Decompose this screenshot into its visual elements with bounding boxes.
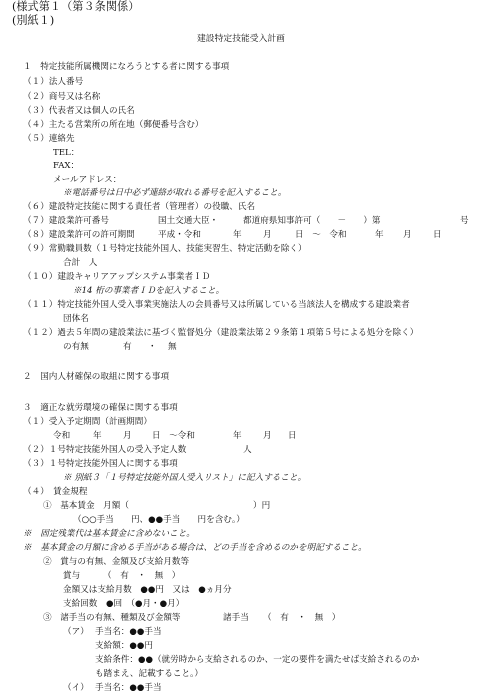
base-wage-detail: （○○手当 円、●●手当 円を含む。） — [73, 515, 245, 525]
allowance-i-mark: （イ） — [63, 683, 89, 693]
acceptance-period-year1: 年 — [93, 431, 102, 441]
note-fixed-overtime: ※ 固定残業代は基本賃金に含めないこと。 — [23, 529, 195, 539]
contact-tel-label: TEL： — [53, 148, 80, 158]
license-period-month1: 月 — [263, 230, 272, 240]
contact-mail-label: メールアドレス： — [53, 175, 122, 185]
section1-heading: １ 特定技能所属機関になろうとする者に関する事項 — [23, 62, 230, 72]
allowance-choice: （ 有 ・ 無 ） — [263, 613, 341, 623]
item-member-number: （１１）特定技能外国人受入事業実施法人の会員番号又は所属している当該法人を構成する建設業者 — [23, 300, 410, 310]
license-minister: 国土交通大臣・ — [158, 216, 219, 226]
license-number-suffix: 号 — [460, 216, 469, 226]
form-number: (様式第１（第３条関係） — [12, 0, 140, 13]
disposition-no: 無 — [168, 342, 177, 352]
item-main-office: （４）主たる営業所の所在地（郵便番号含む） — [23, 120, 204, 130]
allowance-label: 諸手当 — [223, 613, 249, 623]
disposition-label: の有無 — [63, 342, 89, 352]
document-title: 建設特定技能受入計画 — [197, 34, 285, 44]
acceptance-period-year2: 年 — [233, 431, 242, 441]
acceptance-period-day2: 日 — [288, 431, 297, 441]
license-period-day1: 日 ～ 令和 — [295, 230, 347, 240]
note-phone: ※電話番号は日中必ず連絡が取れる番号を記入すること。 — [63, 188, 287, 198]
item-supervisory-disposition: （１２）過去５年間の建設業法に基づく監督処分（建設業法第２９条第１項第５号による処分を除く） — [23, 328, 419, 338]
base-wage-unit: ）円 — [253, 501, 271, 511]
license-period-year1: 年 — [233, 230, 242, 240]
item-corporate-number: （１）法人番号 — [23, 77, 84, 87]
license-period-year2: 年 — [375, 230, 384, 240]
item-responsible-person: （６）建設特定技能に関する責任者（管理者）の役職、氏名 — [23, 202, 256, 212]
attachment-label: (別紙１) — [12, 14, 55, 27]
item-license-period-label: （８）建設業許可の許可期間 — [23, 230, 135, 240]
allowance-heading: ③ 諸手当の有無、種類及び金額等 — [43, 613, 181, 623]
item-wage-rules: （４） 賃金規程 — [23, 487, 88, 497]
allowance-a-name: 手当名：●●手当 — [95, 627, 162, 637]
allowance-a-mark: （ア） — [63, 627, 89, 637]
acceptance-period-month2: 月 — [263, 431, 272, 441]
section2-heading: ２ 国内人材確保の取組に関する事項 — [23, 372, 170, 382]
note-worker-list: ※ 別紙３「１号特定技能外国人受入リスト」に記入すること。 — [63, 473, 307, 483]
license-period-era: 平成・令和 — [158, 230, 201, 240]
item-license-number-label: （７）建設業許可番号 — [23, 216, 109, 226]
member-group-name: 団体名 — [63, 314, 89, 324]
bonus-label: 賞与 — [63, 571, 81, 581]
acceptance-period-day1: 日 ～令和 — [152, 431, 195, 441]
planned-headcount-unit: 人 — [243, 445, 252, 455]
acceptance-period-month1: 月 — [123, 431, 132, 441]
item-acceptance-period: （１）受入予定期間（計画期間） — [23, 417, 152, 427]
allowance-a-amount: 支給額：●●円 — [95, 641, 153, 651]
item-contact: （５）連絡先 — [23, 134, 75, 144]
item-trade-name: （２）商号又は名称 — [23, 92, 101, 102]
allowance-a-condition: 支給条件：●●（就労時から支給されるのか、一定の要件を満たせば支給されるのか — [95, 655, 420, 665]
bonus-amount: 金額又は支給月数 ●●円 又は ●ヵ月分 — [63, 585, 232, 595]
base-wage-label: ① 基本賃金 月額（ — [43, 501, 129, 511]
allowance-a-condition-cont: も踏まえ、記載すること。） — [95, 669, 203, 679]
item-representative: （３）代表者又は個人の氏名 — [23, 106, 135, 116]
license-period-day2: 日 — [433, 230, 442, 240]
note-allowance-included: ※ 基本賃金の月額に含める手当がある場合は、どの手当を含めるのかを明記すること。 — [23, 543, 367, 553]
staff-total: 合計 人 — [63, 258, 98, 268]
note-ccus-id: ※14 桁の事業者ＩＤを記入すること。 — [73, 286, 225, 296]
license-governor: 都道府県知事許可（ － ）第 — [243, 216, 381, 226]
contact-fax-label: FAX： — [53, 161, 80, 171]
item-planned-headcount: （２）１号特定技能外国人の受入予定人数 — [23, 445, 187, 455]
bonus-heading: ② 賞与の有無、金額及び支給月数等 — [43, 557, 190, 567]
item-staff-count: （９）常勤職員数（１号特定技能外国人、技能実習生、特定活動を除く） — [23, 244, 307, 254]
license-period-month2: 月 — [403, 230, 412, 240]
disposition-yes: 有 — [123, 342, 132, 352]
bonus-choice: （ 有 ・ 無 ） — [103, 571, 181, 581]
bonus-times: 支給回数 ●回 （●月・●月） — [63, 599, 185, 609]
item-foreign-worker-matters: （３）１号特定技能外国人に関する事項 — [23, 459, 178, 469]
item-ccus-id: （１０）建設キャリアアップシステム事業者ＩＤ — [23, 272, 211, 282]
allowance-i-name: 手当名：●●手当 — [95, 683, 162, 693]
acceptance-period-era1: 令和 — [53, 431, 71, 441]
section3-heading: ３ 適正な就労環境の確保に関する事項 — [23, 403, 178, 413]
disposition-separator: ・ — [148, 342, 157, 352]
